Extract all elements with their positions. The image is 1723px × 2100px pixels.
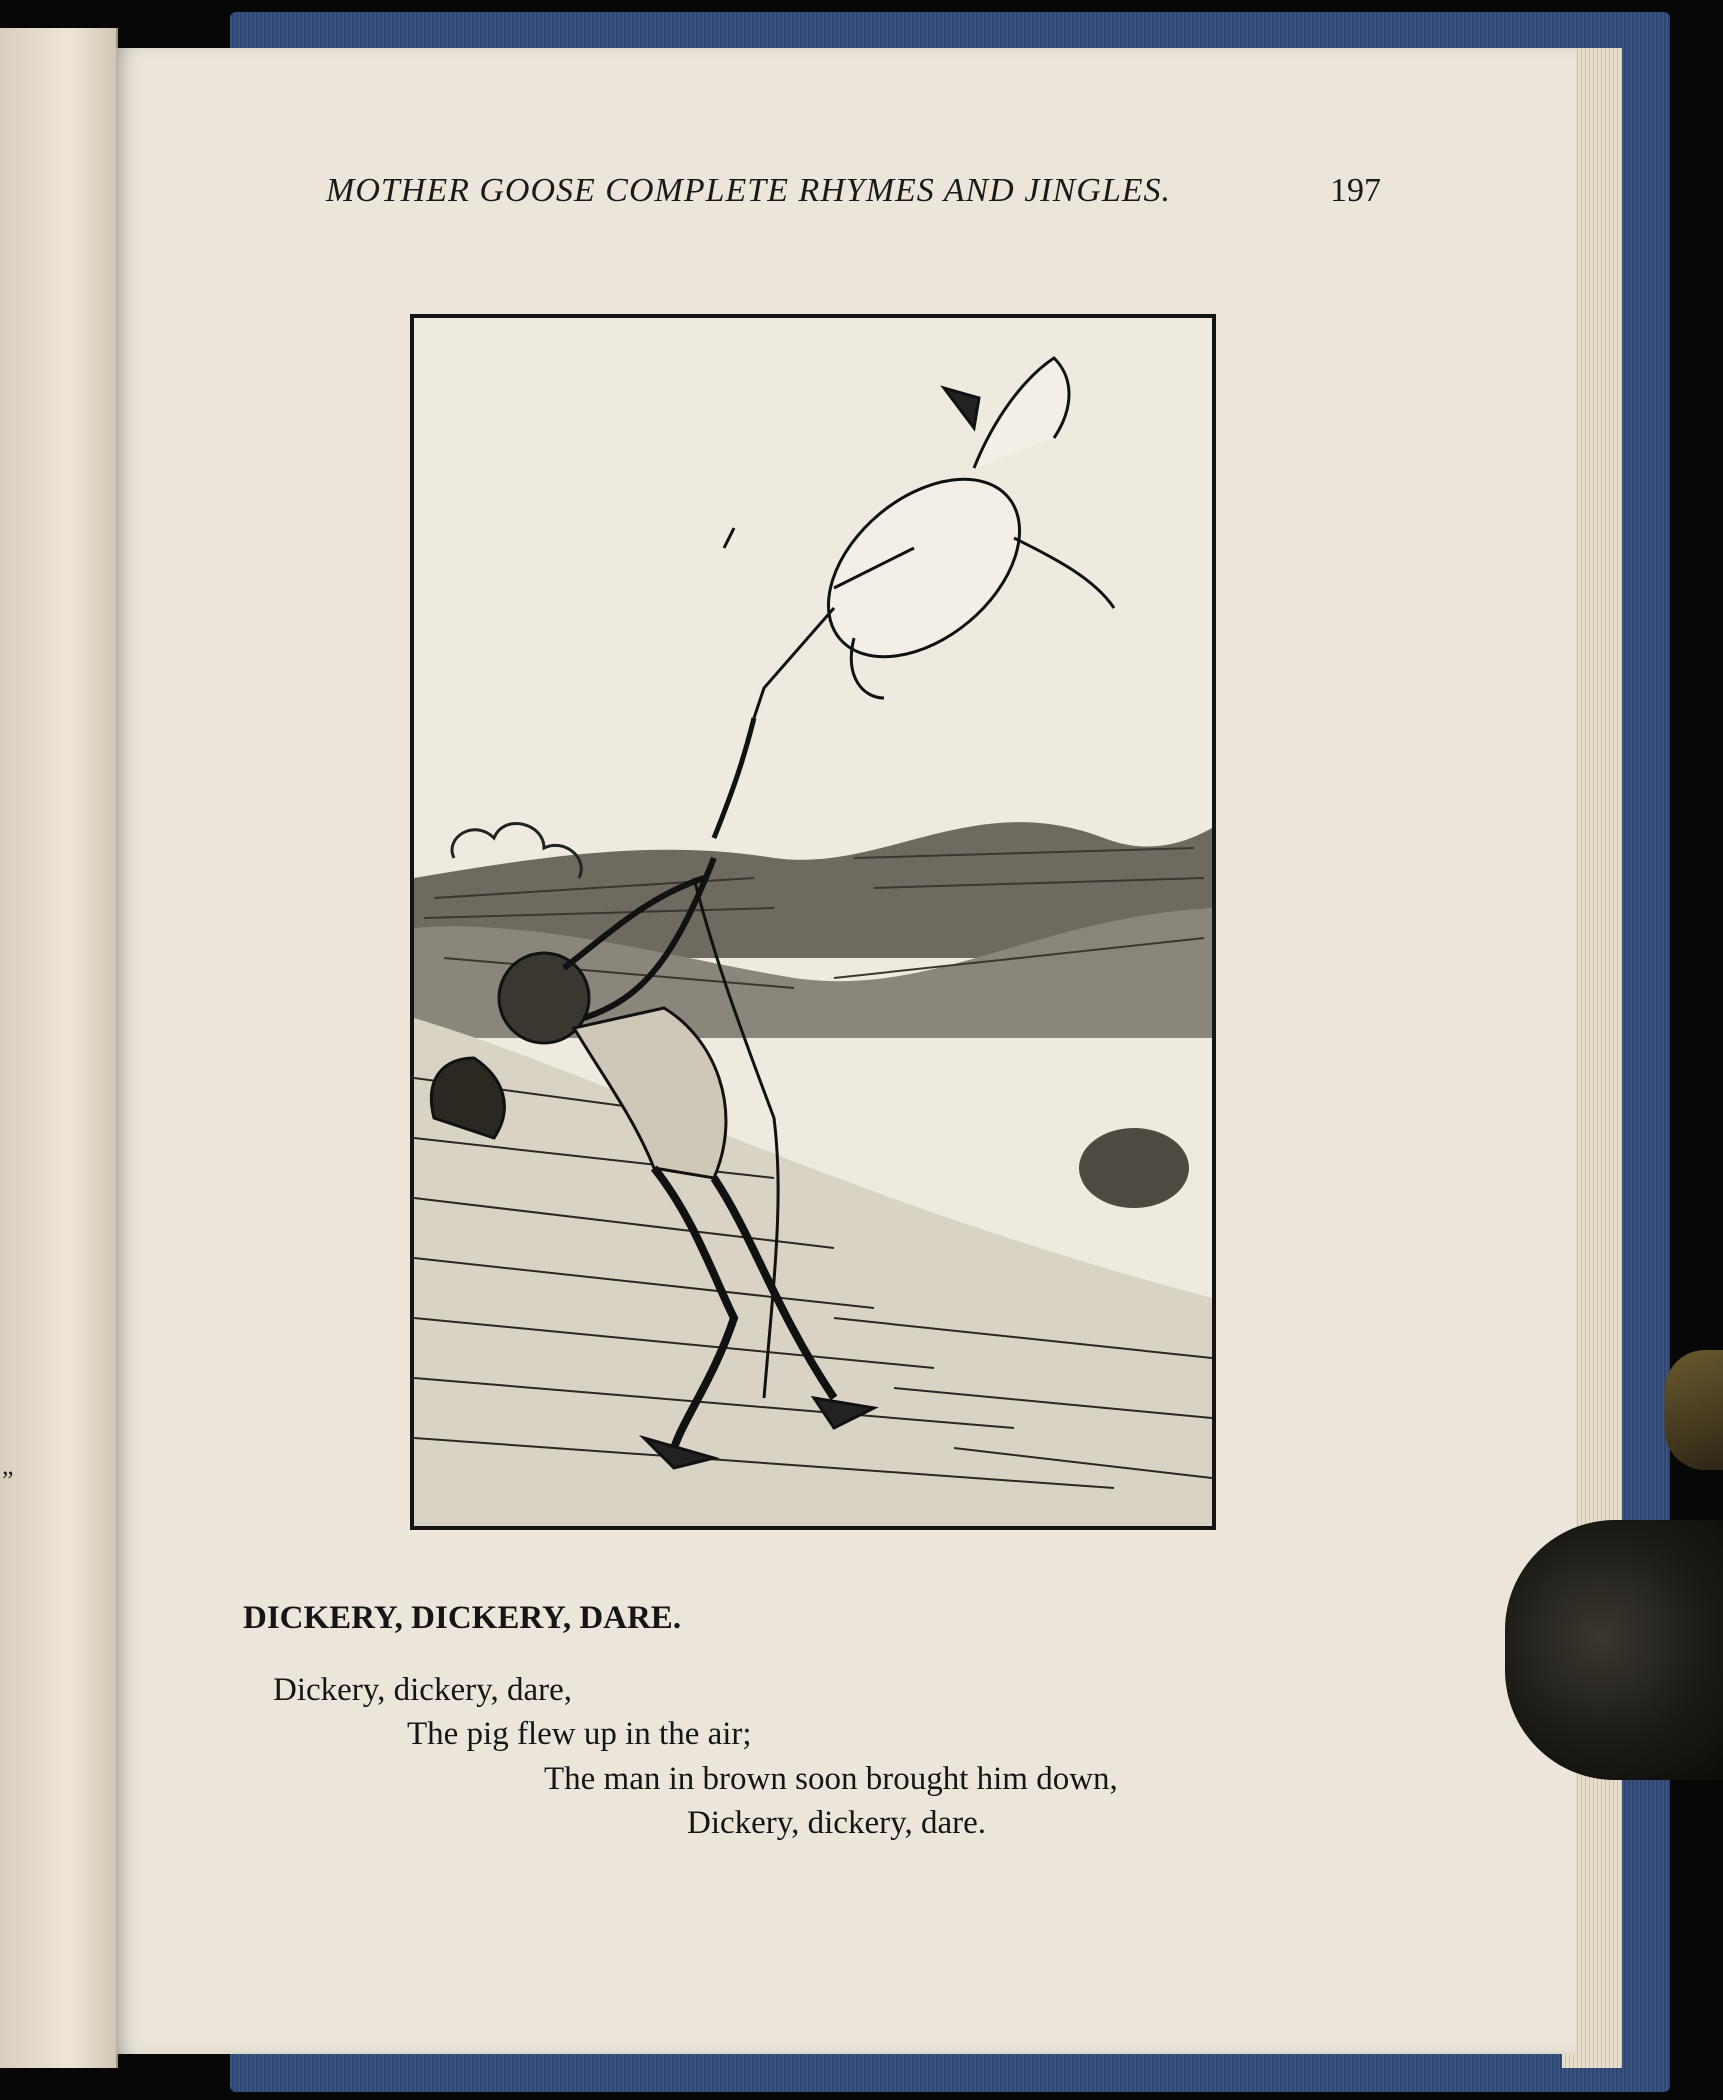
holding-thumb [1505, 1520, 1723, 1780]
thumb-ring [1665, 1350, 1723, 1470]
page-number: 197 [1330, 172, 1381, 209]
engraving-illustration [410, 314, 1216, 1530]
tree-cluster [1079, 1128, 1189, 1208]
running-head: MOTHER GOOSE COMPLETE RHYMES AND JINGLES. [326, 172, 1172, 209]
left-page-quote-mark: ” [2, 1466, 14, 1495]
poem-line-2: The pig flew up in the air; [407, 1716, 752, 1752]
left-page-edge [0, 28, 118, 2068]
rope [714, 718, 754, 838]
engraving-drawing [414, 318, 1212, 1526]
poem-line-4: Dickery, dickery, dare. [687, 1805, 986, 1841]
poem-title: DICKERY, DICKERY, DARE. [243, 1600, 682, 1636]
flying-pig [724, 358, 1114, 718]
poem-line-1: Dickery, dickery, dare, [273, 1672, 572, 1708]
poem-line-3: The man in brown soon brought him down, [544, 1761, 1118, 1797]
